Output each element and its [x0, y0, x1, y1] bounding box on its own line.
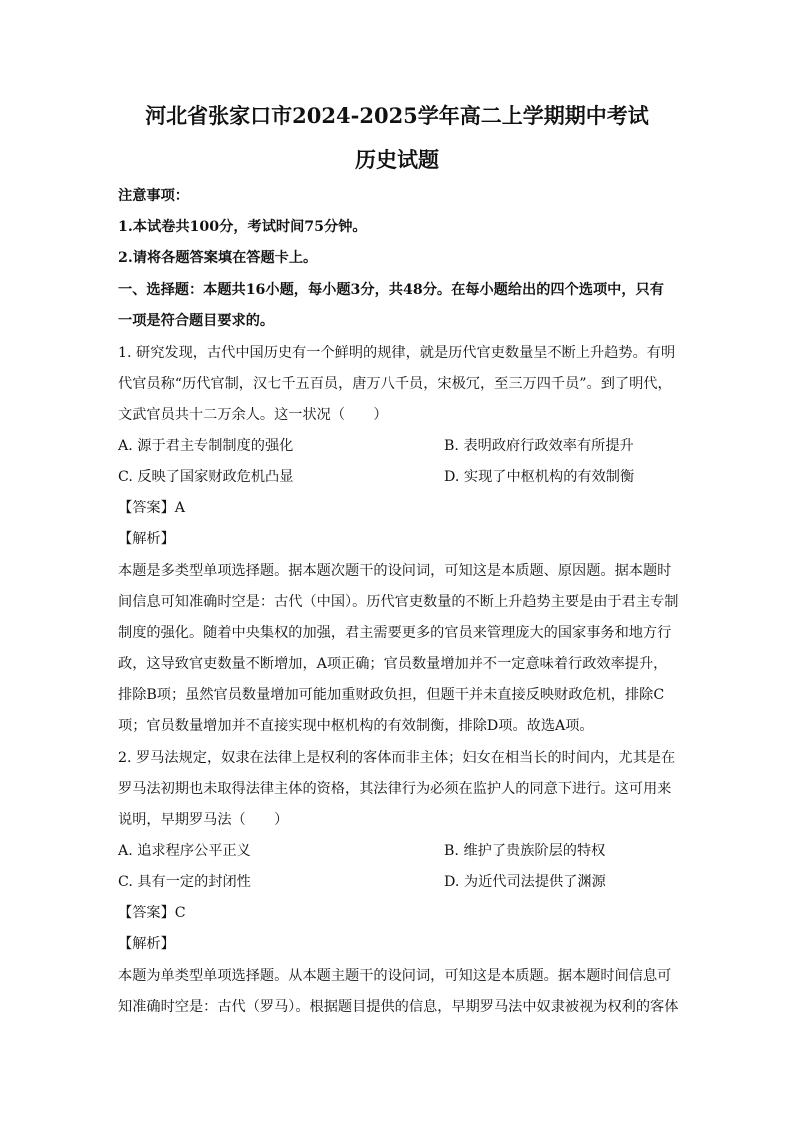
- q1-stem-line: 代官员称“历代官制，汉七千五百员，唐万八千员，宋极冗，至三万四千员”。到了明代，: [118, 376, 672, 392]
- q2-answer: 【答案】C: [118, 905, 186, 921]
- notes-heading: 注意事项：: [118, 188, 189, 204]
- q2-stem-line: 2. 罗马法规定，奴隶在法律上是权利的客体而非主体；妇女在相当长的时间内，尤其是在: [118, 750, 676, 766]
- q2-stem-line: 说明，早期罗马法（ ）: [118, 812, 289, 828]
- q1-option-d: D. 实现了中枢机构的有效制衡: [444, 469, 635, 485]
- q2-analysis-label: 【解析】: [118, 936, 175, 952]
- q1-stem-line: 文武官员共十二万余人。这一状况（ ）: [118, 407, 388, 423]
- q2-stem-line: 罗马法初期也未取得法律主体的资格，其法律行为必须在监护人的同意下进行。这可用来: [118, 781, 672, 797]
- q1-stem-line: 1. 研究发现，古代中国历史有一个鲜明的规律，就是历代官吏数量呈不断上升趋势。有明: [118, 345, 676, 361]
- q1-analysis-line: 间信息可知准确时空是：古代（中国）。历代官吏数量的不断上升趋势主要是由于君主专制: [118, 594, 679, 610]
- q2-analysis-line: 知准确时空是：古代（罗马）。根据题目提供的信息，早期罗马法中奴隶被视为权利的客体: [118, 999, 679, 1015]
- q1-analysis-line: 政，这导致官吏数量不断增加，A项正确；官员数量增加并不一定意味着行政效率提升，: [118, 656, 668, 672]
- q1-option-b: B. 表明政府行政效率有所提升: [444, 438, 634, 454]
- section-heading: 一项是符合题目要求的。: [118, 313, 275, 329]
- q1-option-c: C. 反映了国家财政危机凸显: [118, 469, 294, 485]
- q1-analysis-line: 排除B项；虽然官员数量增加可能加重财政负担，但题干并未直接反映财政危机，排除C: [118, 687, 665, 703]
- q2-option-b: B. 维护了贵族阶层的特权: [444, 843, 606, 859]
- q1-analysis-line: 制度的强化。随着中央集权的加强，君主需要更多的官员来管理庞大的国家事务和地方行: [118, 625, 672, 641]
- q1-analysis-label: 【解析】: [118, 531, 175, 547]
- q2-option-c: C. 具有一定的封闭性: [118, 874, 251, 890]
- q1-analysis-line: 本题是多类型单项选择题。据本题次题干的设问词，可知这是本质题、原因题。据本题时: [118, 563, 672, 579]
- q1-answer: 【答案】A: [118, 500, 185, 516]
- note-item: 1.本试卷共100分，考试时间75分钟。: [118, 219, 367, 235]
- exam-title: 河北省张家口市2024-2025学年高二上学期期中考试: [145, 103, 649, 128]
- q1-option-a: A. 源于君主专制制度的强化: [118, 438, 294, 454]
- q1-analysis-line: 项；官员数量增加并不直接实现中枢机构的有效制衡，排除D项。故选A项。: [118, 718, 594, 734]
- section-heading: 一、选择题：本题共16小题，每小题3分，共48分。在每小题给出的四个选项中，只有: [118, 282, 664, 298]
- exam-subtitle: 历史试题: [355, 147, 439, 172]
- q2-analysis-line: 本题为单类型单项选择题。从本题主题干的设问词，可知这是本质题。据本题时间信息可: [118, 968, 672, 984]
- q2-option-a: A. 追求程序公平正义: [118, 843, 251, 859]
- q2-option-d: D. 为近代司法提供了渊源: [444, 874, 606, 890]
- note-item: 2.请将各题答案填在答题卡上。: [118, 250, 318, 266]
